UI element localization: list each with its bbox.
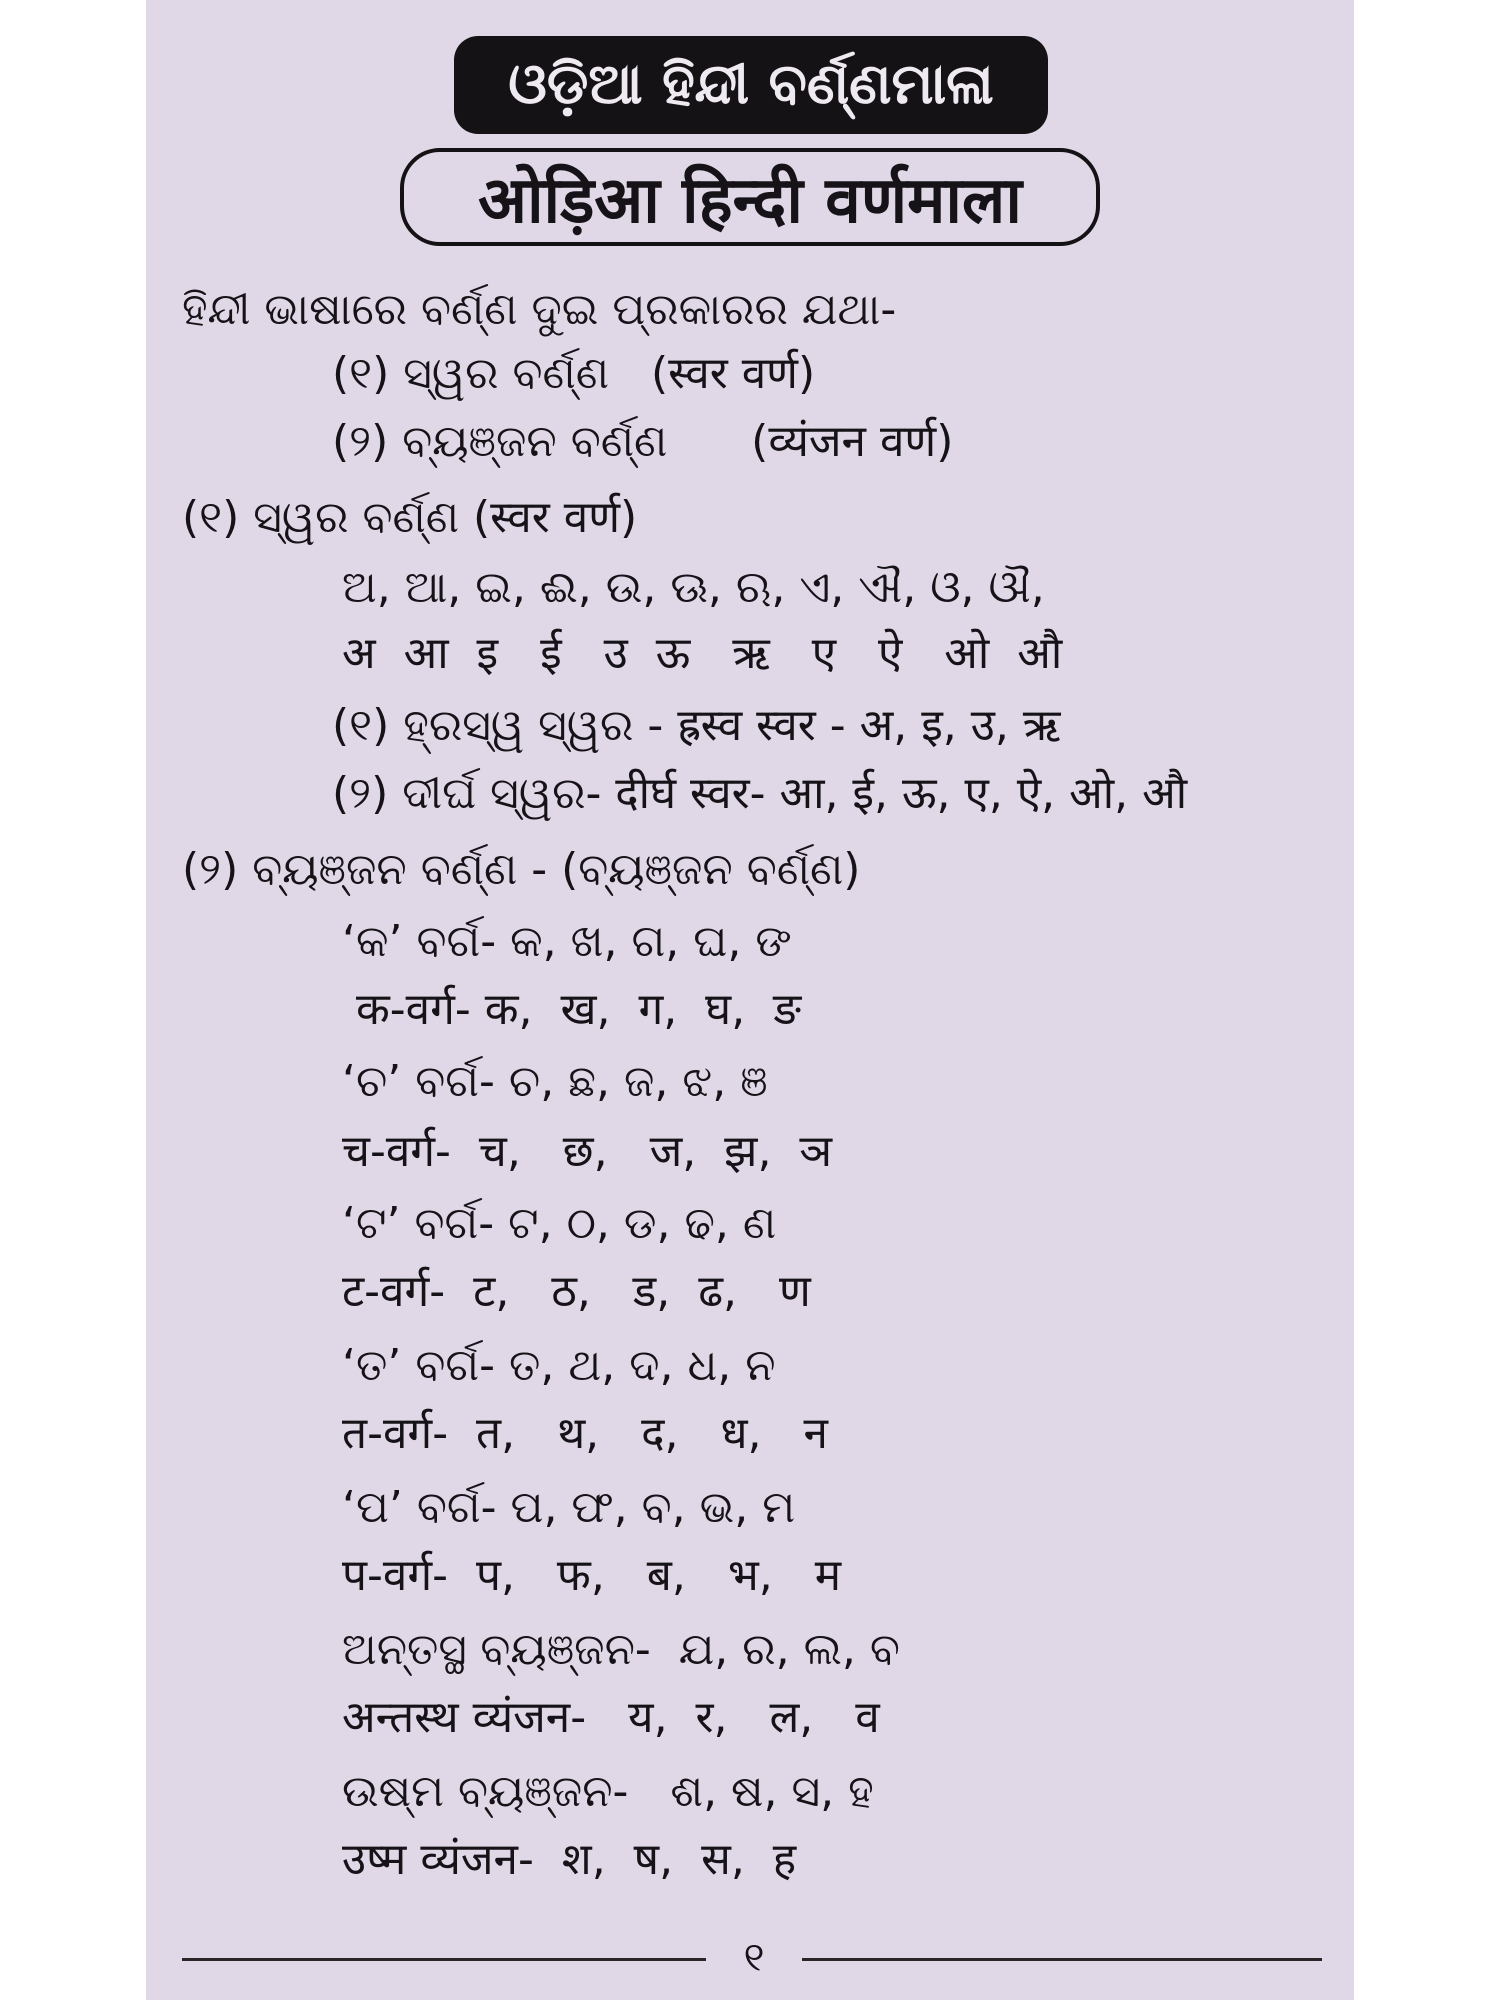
consonant-line: ‘କ’ ବର୍ଗ- କ, ଖ, ଗ, ଘ, ଙ xyxy=(342,916,792,967)
consonant-line: ट-वर्ग- ट, ठ, ड, ढ, ण xyxy=(342,1266,811,1317)
consonant-line: अन्तस्थ व्यंजन- य, र, ल, व xyxy=(342,1692,880,1743)
consonants-heading: (୨) ବ୍ୟଞ୍ଜନ ବର୍ଣ୍ଣ - (ବ୍ୟଞ୍ଜନ ବର୍ଣ୍ଣ) xyxy=(182,844,861,895)
consonant-line: उष्म व्यंजन- श, ष, स, ह xyxy=(342,1834,797,1885)
consonant-line: क-वर्ग- क, ख, ग, घ, ङ xyxy=(342,984,802,1035)
short-vowels: (୧) ହ୍ରସ୍ୱ ସ୍ୱର - ह्रस्व स्वर - अ, इ, उ, ऋ xyxy=(332,700,1061,751)
consonant-line: ‘ଚ’ ବର୍ଗ- ଚ, ଛ, ଜ, ଝ, ଞ xyxy=(342,1056,768,1107)
odia-title-banner: ଓଡ଼ିଆ ହିନ୍ଦୀ ବର୍ଣ୍ଣମାଳା xyxy=(454,36,1048,134)
consonant-line: ‘ଟ’ ବର୍ଗ- ଟ, ଠ, ଡ, ଢ, ଣ xyxy=(342,1198,777,1249)
consonant-line: च-वर्ग- च, छ, ज, झ, ञ xyxy=(342,1126,833,1177)
consonant-line: ଉଷ୍ମ ବ୍ୟଞ୍ଜନ- ଶ, ଷ, ସ, ହ xyxy=(342,1766,874,1817)
vowels-odia: ଅ, ଆ, ଇ, ଈ, ଉ, ଊ, ଋ, ଏ, ଐ, ଓ, ଔ, xyxy=(342,562,1045,613)
consonant-line: ‘ତ’ ବର୍ଗ- ତ, ଥ, ଦ, ଧ, ନ xyxy=(342,1340,776,1391)
consonant-line: त-वर्ग- त, थ, द, ध, न xyxy=(342,1408,828,1459)
long-vowels: (୨) ଦୀର୍ଘ ସ୍ୱର- दीर्घ स्वर- आ, ई, ऊ, ए, ऐ, ओ, औ xyxy=(332,768,1188,819)
vowels-heading: (୧) ସ୍ୱର ବର୍ଣ୍ଣ (स्वर वर्ण) xyxy=(182,492,638,543)
page-number: ୧ xyxy=(743,1935,765,1981)
type-consonant: (୨) ବ୍ୟଞ୍ଜନ ବର୍ଣ୍ଣ (व्यंजन वर्ण) xyxy=(332,416,954,467)
consonant-line: ଅନ୍ତସ୍ଥ ବ୍ୟଞ୍ଜନ- ଯ, ର, ଲ, ବ xyxy=(342,1624,900,1675)
hindi-title-banner: ओड़िआ हिन्दी वर्णमाला xyxy=(400,148,1100,246)
footer-rule-left xyxy=(182,1958,706,1961)
consonant-line: प-वर्ग- प, फ, ब, भ, म xyxy=(342,1550,842,1601)
book-page xyxy=(146,0,1354,2000)
type-vowel: (୧) ସ୍ୱର ବର୍ଣ୍ଣ (स्वर वर्ण) xyxy=(332,348,816,399)
vowels-hindi: अ आ इ ई उ ऊ ऋ ए ऐ ओ औ xyxy=(342,628,1063,679)
consonant-line: ‘ପ’ ବର୍ଗ- ପ, ଫ, ବ, ଭ, ମ xyxy=(342,1482,796,1533)
intro-text: ହିନ୍ଦୀ ଭାଷାରେ ବର୍ଣ୍ଣ ଦୁଇ ପ୍ରକାରର ଯଥା- xyxy=(182,284,897,335)
footer-rule-right xyxy=(802,1958,1322,1961)
